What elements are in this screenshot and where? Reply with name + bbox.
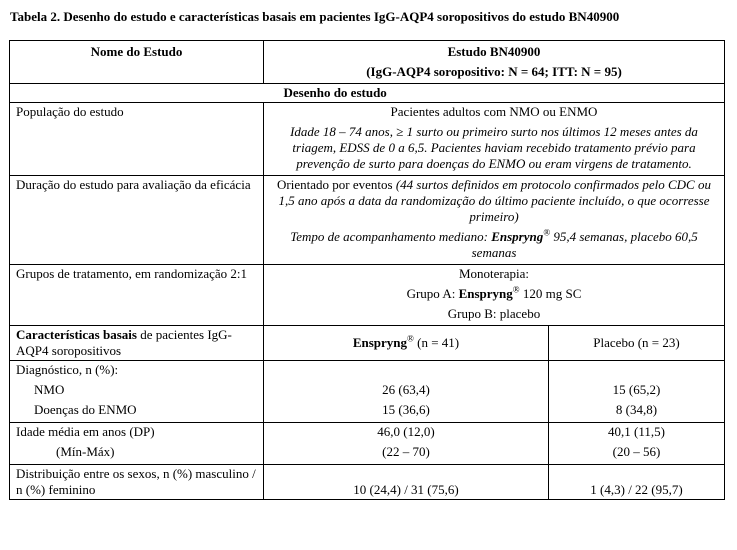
section-row (10, 84, 725, 103)
col-enspryng: Enspryng® (n = 41) (264, 326, 549, 361)
age-enspryng: 46,0 (12,0) (22 – 70) (264, 423, 549, 465)
registered-mark: ® (543, 227, 551, 238)
enmo-enspryng: 15 (36,6) (382, 402, 430, 417)
header-study-id (264, 41, 725, 84)
sex-enspryng: 10 (24,4) / 31 (75,6) (264, 465, 549, 500)
population-value (264, 103, 725, 176)
col-placebo: Placebo (n = 23) (549, 326, 725, 361)
nmo-enspryng: 26 (63,4) (382, 382, 430, 397)
row-label-age: Idade média em anos (DP) (Mín-Máx) (10, 423, 264, 465)
row-label-nmo: NMO (34, 382, 65, 397)
section-title: Desenho do estudo (264, 84, 725, 103)
groups-brand: Enspryng (458, 286, 513, 301)
population-label: População do estudo (10, 103, 264, 176)
row-label-diagnosis: Diagnóstico, n (%): NMO Doenças do ENMO (10, 361, 264, 423)
baseline-label: Características basais de pacientes IgG-AQP4 soropositivos (10, 326, 264, 361)
groups-value (264, 265, 725, 326)
duration-line1 (270, 177, 718, 225)
population-line1: Pacientes adultos com NMO ou ENMO (390, 104, 598, 119)
followup-prefix: Tempo de acompanhamento mediano: (290, 229, 492, 244)
table-row (10, 361, 725, 423)
groups-line1: Monoterapia: (458, 266, 530, 281)
row-label-range: (Mín-Máx) (56, 444, 115, 459)
age-placebo: 40,1 (11,5) (20 – 56) (549, 423, 725, 465)
table-row (10, 423, 725, 465)
groups-line3: Grupo B: placebo (447, 306, 541, 321)
duration-detail: (44 surtos definidos em protocolo confirmados pelo CDC ou 1,5 ano após a data da randomização do último paciente incluído, o que ocorresse primeiro) (278, 177, 711, 224)
sex-placebo: 1 (4,3) / 22 (95,7) (549, 465, 725, 500)
diagnosis-enspryng (264, 361, 549, 423)
enmo-placebo: 8 (34,8) (615, 402, 658, 417)
header-row (10, 41, 725, 84)
population-row (10, 103, 725, 176)
table-row (10, 465, 725, 500)
registered-mark: ® (407, 333, 414, 344)
baseline-header-row (10, 326, 725, 361)
duration-lead: Orientado por eventos (277, 177, 393, 192)
row-label-sex: Distribuição entre os sexos, n (%) masculino / n (%) feminino (10, 465, 264, 500)
duration-followup (270, 229, 718, 261)
duration-label: Duração do estudo para avaliação da eficácia (10, 176, 264, 265)
diagnosis-placebo (549, 361, 725, 423)
table-title: Tabela 2. Desenho do estudo e características basais em pacientes IgG-AQP4 soropositivos do estudo BN40900 (10, 9, 620, 24)
header-study-id-line2: (IgG-AQP4 soropositivo: N = 64; ITT: N = 95) (366, 64, 622, 79)
row-label-enmo: Doenças do ENMO (34, 402, 137, 417)
followup-brand: Enspryng (491, 229, 544, 244)
groups-label: Grupos de tratamento, em randomização 2:1 (10, 265, 264, 326)
header-study-id-line1: Estudo BN40900 (447, 44, 541, 59)
study-design-table (9, 40, 725, 500)
duration-value (264, 176, 725, 265)
nmo-placebo: 15 (65,2) (612, 382, 661, 397)
duration-row (10, 176, 725, 265)
followup-suffix: 95,4 semanas, placebo 60,5 semanas (471, 229, 698, 260)
registered-mark: ® (512, 284, 520, 295)
population-line2: Idade 18 – 74 anos, ≥ 1 surto ou primeiro surto nos últimos 12 meses antes da triagem, EDSS de 0 a 6,5. Pacientes haviam recebido tratamento prévio para prevenção de surto para doenças do ENMO ou eram virgens de tratamento. (290, 124, 698, 171)
groups-row (10, 265, 725, 326)
header-study-name: Nome do Estudo (10, 41, 264, 84)
groups-line2: Grupo A: Enspryng® 120 mg SC (406, 284, 582, 301)
